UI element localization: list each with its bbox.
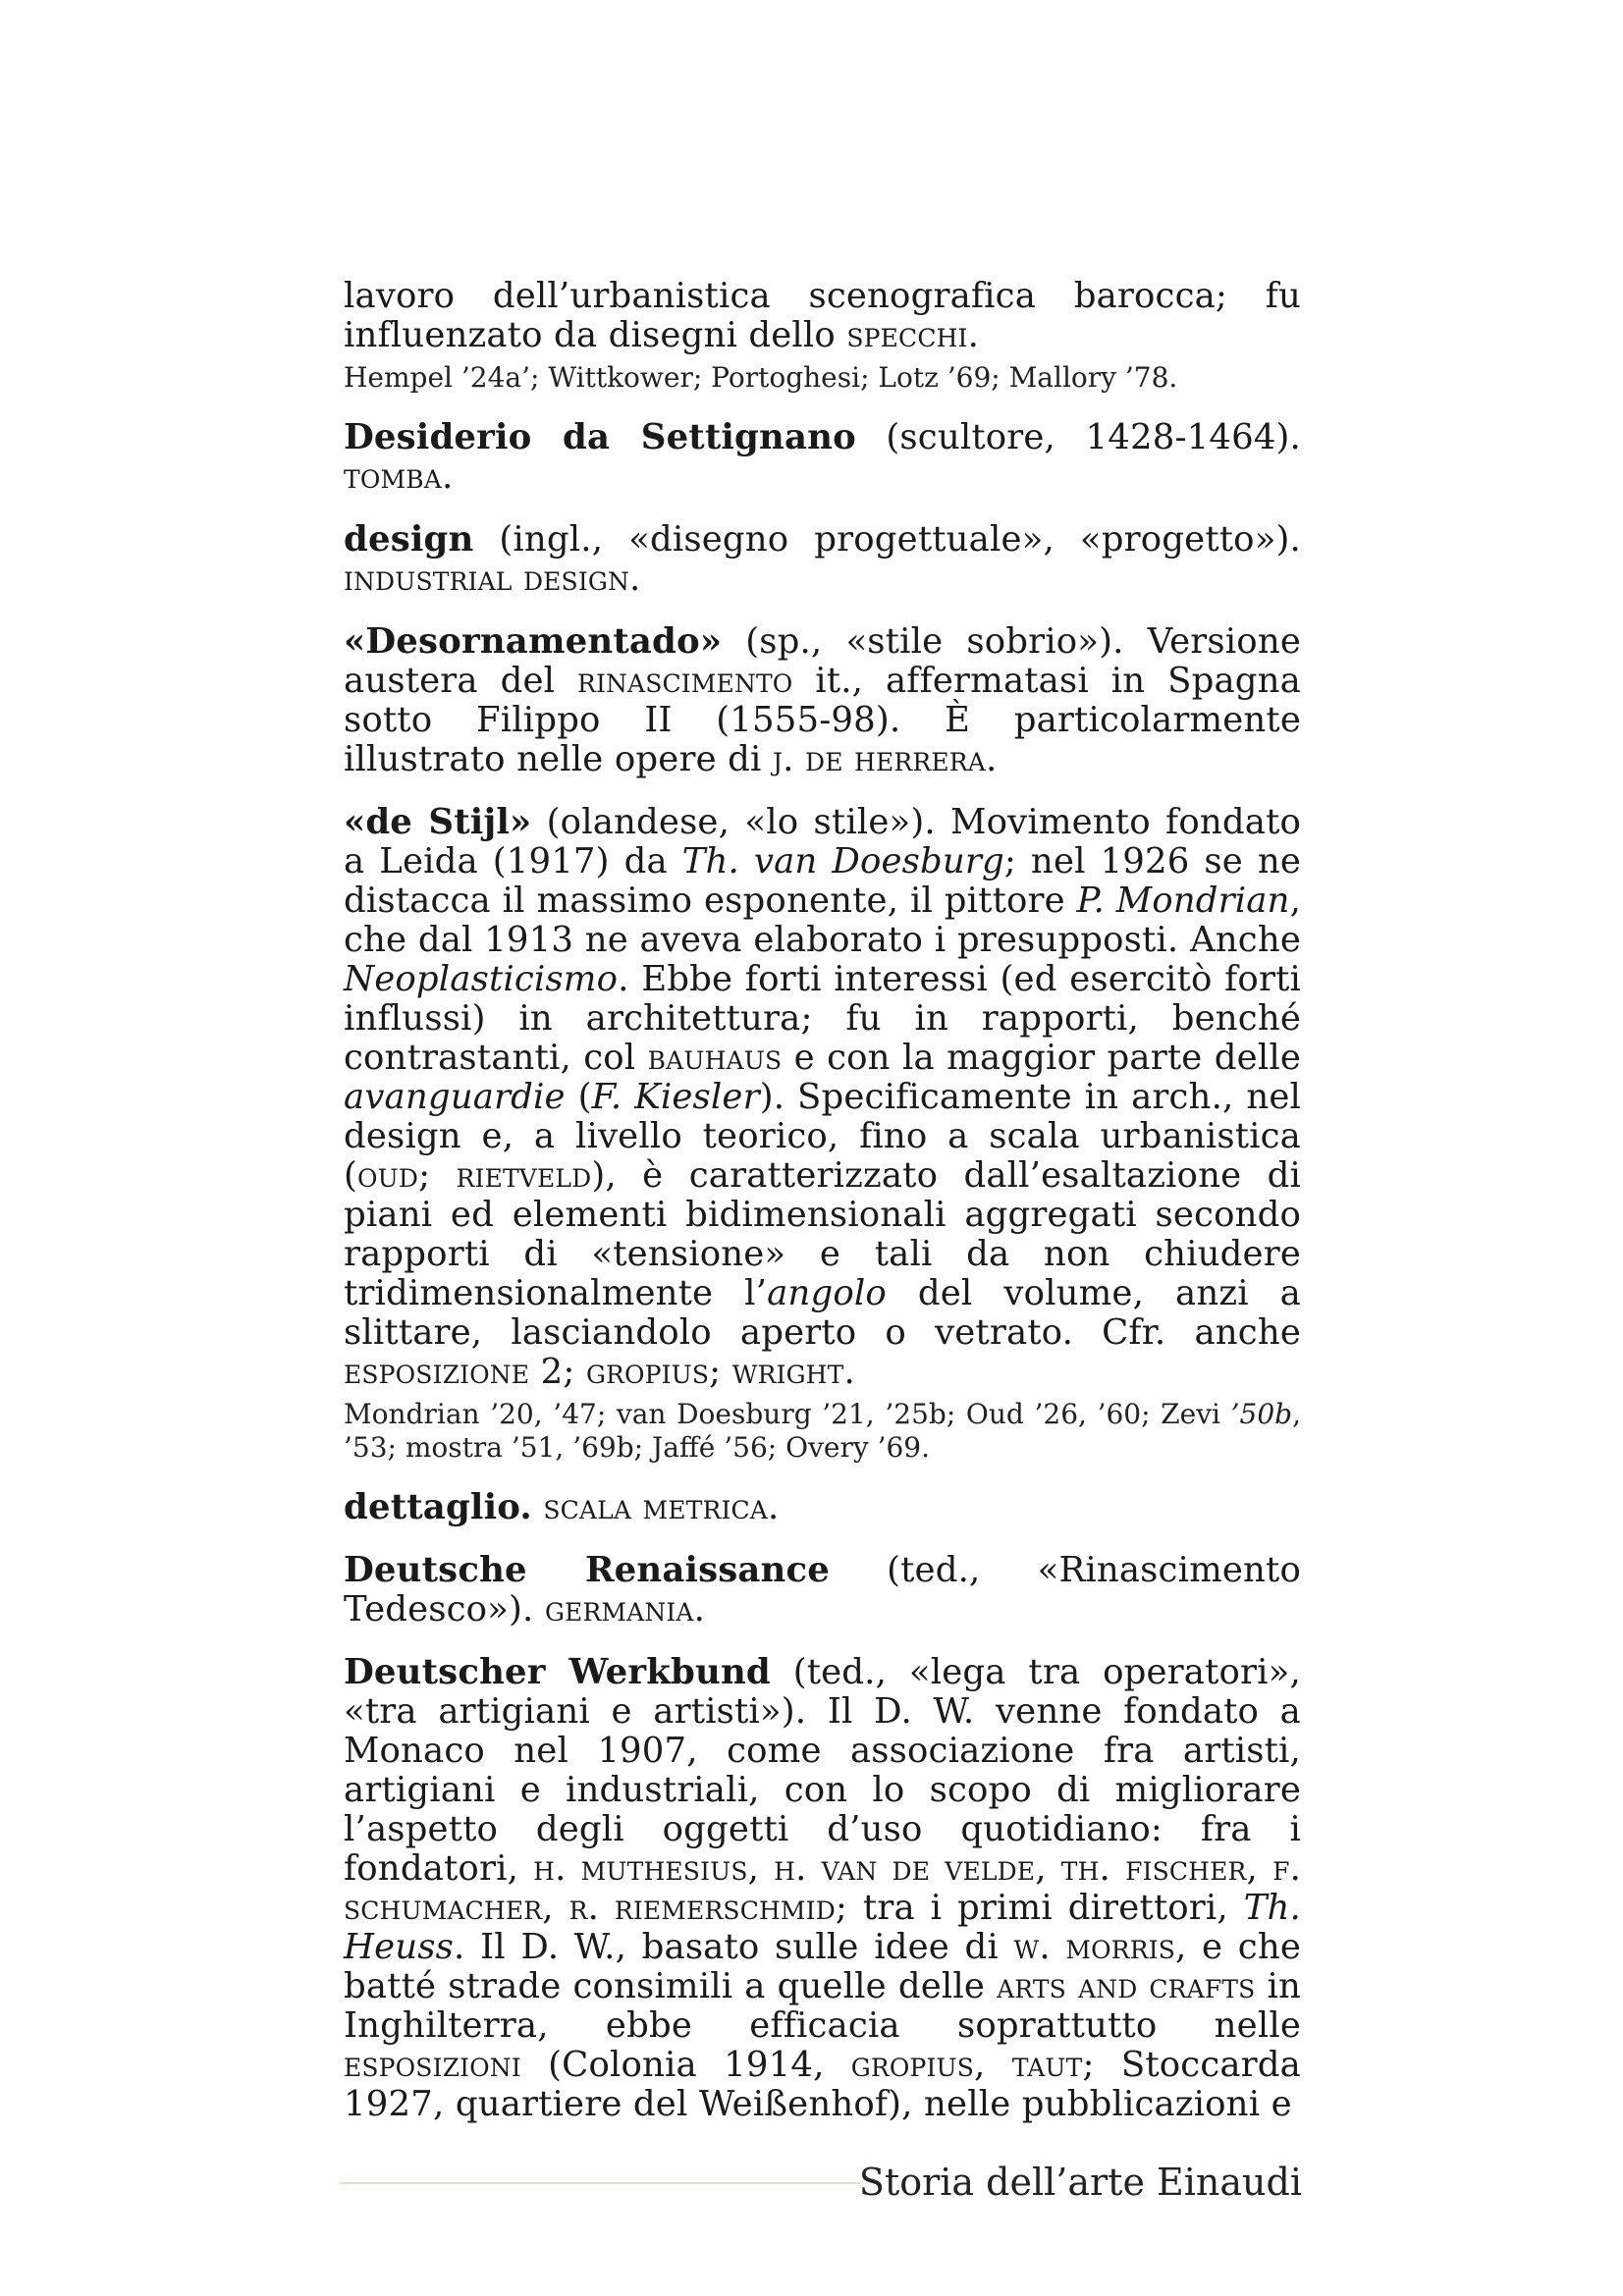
- cross-reference[interactable]: rietveld: [456, 1155, 592, 1196]
- entry-desornamentado: [344, 622, 1301, 779]
- cross-reference[interactable]: tomba: [344, 456, 442, 497]
- cross-reference[interactable]: r. riemerschmid: [568, 1888, 836, 1928]
- publisher-title: Storia dell’arte Einaudi: [858, 2161, 1302, 2204]
- entry-body: Deutscher Werkbund (ted., «lega tra operatori», «tra artigiani e artisti»). Il D. W. venne fondato a Monaco nel 1907, come associazione fra artisti, artigiani e industriali, con lo scopo di migliorare l’aspetto degli oggetti d’uso quotidiano: fra i fondatori, h. muthesius, h. van de velde, th. fischer, f. schumacher, r. riemerschmid; tra i primi direttori, Th. Heuss. Il D. W., basato sulle idee di w. morris, e che batté strade consimili a quelle delle arts and crafts in Inghilterra, ebbe efficacia soprattutto nelle esposizioni (Colonia 1914, gropius, taut; Stoccarda 1927, quartiere del Weißenhof), nelle pubblicazioni e: [344, 1652, 1302, 2124]
- headword: design: [344, 519, 474, 560]
- entry-body: dettaglio. scala metrica.: [344, 1487, 780, 1527]
- entry-body: «Desornamentado» (sp., «stile sobrio»). Versione austera del rinascimento it., affermatasi in Spagna sotto Filippo II (1555-98). È particolarmente illustrato nelle opere di j. de herrera.: [344, 621, 1301, 779]
- entry-dettaglio: [344, 1488, 1301, 1527]
- entry-design: [344, 520, 1301, 599]
- entry-body: «de Stijl» (olandese, «lo stile»). Movimento fondato a Leida (1917) da Th. van Doesburg; nel 1926 se ne distacca il massimo esponente, il pittore P. Mondrian, che dal 1913 ne aveva elaborato i presupposti. Anche Neoplasticismo. Ebbe forti interessi (ed esercitò forti influssi) in architettura; fu in rapporti, benché contrastanti, col bauhaus e con la maggior parte delle avanguardie (F. Kiesler). Specificamente in arch., nel design e, a livello teorico, fino a scala urbanistica (oud; rietveld), è caratterizzato dall’esaltazione di piani ed elementi bidimensionali aggregati secondo rapporti di «tensione» e tali da non chiudere tridimensionalmente l’angolo del volume, anzi a slittare, lasciandolo aperto o vetrato. Cfr. anche esposizione 2; gropius; wright.: [344, 802, 1302, 1392]
- entry-body: lavoro dell’urbanistica scenografica barocca; fu influenzato da disegni dello specchi.: [344, 276, 1301, 355]
- cross-reference[interactable]: h. van de velde: [774, 1848, 1036, 1889]
- dictionary-page: [344, 277, 1301, 2124]
- entry-body: Deutsche Renaissance (ted., «Rinascimento Tedesco»). germania.: [344, 1550, 1301, 1629]
- cross-reference[interactable]: j. de herrera: [772, 739, 986, 779]
- entry-body: Desiderio da Settignano (scultore, 1428-1464). tomba.: [344, 417, 1301, 497]
- page-footer: [340, 2158, 1302, 2207]
- cross-reference[interactable]: h. muthesius: [533, 1848, 748, 1889]
- cross-reference[interactable]: arts and crafts: [997, 1966, 1256, 2006]
- bibliography: Mondrian ’20, ’47; van Doesburg ’21, ’25b; Oud ’26, ’60; Zevi ’50b, ’53; mostra ’51, ’69b; Jaffé ’56; Overy ’69.: [344, 1398, 1301, 1464]
- cross-reference[interactable]: esposizioni: [344, 2045, 521, 2085]
- footer-rule: [340, 2182, 860, 2184]
- entry-desiderio: [344, 418, 1301, 497]
- cross-reference[interactable]: gropius: [850, 2045, 975, 2085]
- cross-reference[interactable]: th. fischer: [1060, 1848, 1247, 1889]
- headword: «de Stijl»: [344, 802, 532, 842]
- headword: dettaglio.: [344, 1487, 532, 1527]
- cross-reference[interactable]: w. morris: [1013, 1927, 1175, 1967]
- cross-reference[interactable]: rinascimento: [576, 661, 793, 701]
- cross-reference[interactable]: oud: [357, 1155, 419, 1196]
- cross-reference[interactable]: scala metrica: [543, 1487, 768, 1527]
- cross-reference[interactable]: wright: [731, 1352, 844, 1392]
- cross-reference[interactable]: industrial design: [344, 559, 629, 599]
- entry-deutsche-renaissance: [344, 1551, 1301, 1629]
- headword: «Desornamentado»: [344, 621, 723, 662]
- entry-continuation: [344, 277, 1301, 395]
- cross-reference[interactable]: germania: [544, 1589, 694, 1629]
- entry-deutscher-werkbund: [344, 1653, 1301, 2124]
- cross-reference[interactable]: specchi: [846, 315, 968, 355]
- cross-reference[interactable]: esposizione 2: [344, 1352, 564, 1392]
- headword: Deutscher Werkbund: [344, 1652, 771, 1692]
- bibliography: Hempel ’24a’; Wittkower; Portoghesi; Lotz ’69; Mallory ’78.: [344, 361, 1178, 394]
- cross-reference[interactable]: taut: [1011, 2045, 1083, 2085]
- cross-reference[interactable]: bauhaus: [647, 1038, 783, 1078]
- entry-body: design (ingl., «disegno progettuale», «progetto»). industrial design.: [344, 519, 1301, 599]
- cross-reference[interactable]: gropius: [585, 1352, 710, 1392]
- entry-de-stijl: [344, 803, 1301, 1465]
- headword: Deutsche Renaissance: [344, 1550, 831, 1590]
- cross-reference[interactable]: f. schumacher: [344, 1848, 1302, 1928]
- headword: Desiderio da Settignano: [344, 417, 856, 457]
